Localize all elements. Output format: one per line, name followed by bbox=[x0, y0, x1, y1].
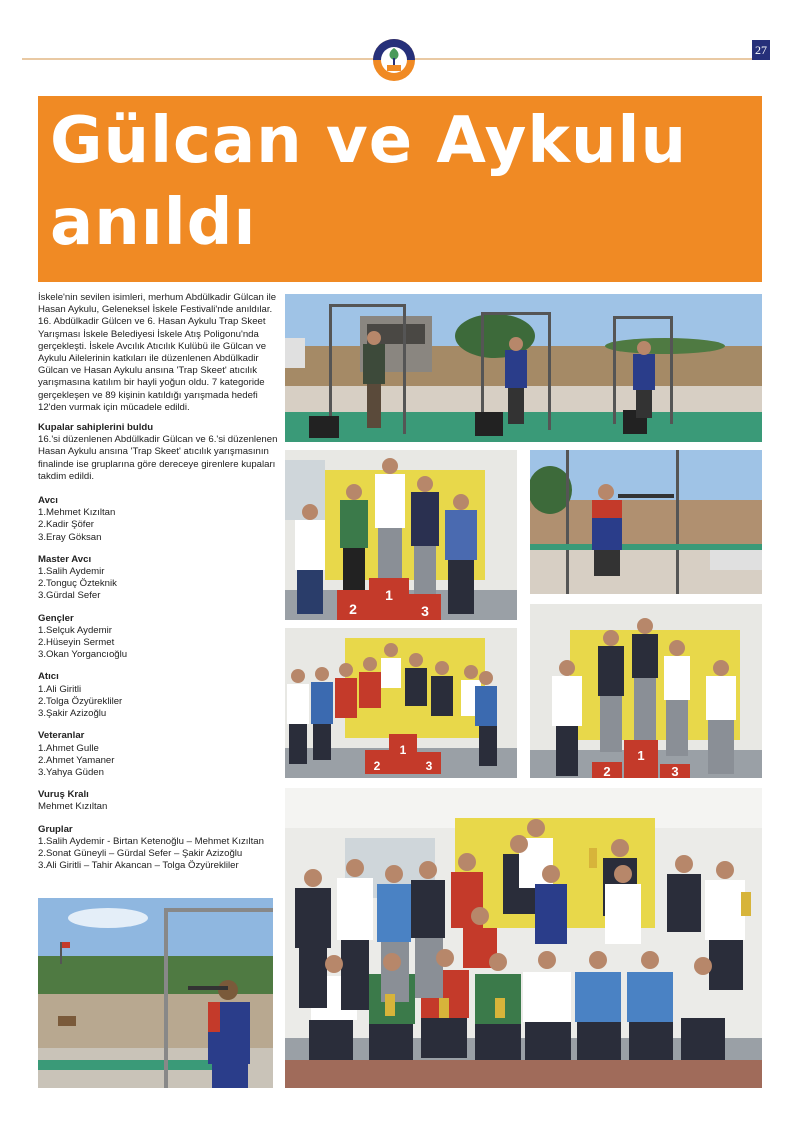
category-entry: 3.Şakir Azizoğlu bbox=[38, 708, 107, 720]
category-entry: 1.Mehmet Kızıltan bbox=[38, 507, 116, 519]
photo-group-winners bbox=[285, 788, 762, 1088]
title-banner bbox=[38, 96, 762, 282]
podium-third: 3 bbox=[671, 764, 679, 778]
category-gencler bbox=[38, 613, 278, 662]
podium-first: 1 bbox=[399, 743, 407, 757]
category-entry: 2.Tolga Özyürekliler bbox=[38, 695, 123, 707]
category-entry: 1.Ali Giritli bbox=[38, 683, 82, 695]
podium-second: 2 bbox=[373, 759, 381, 773]
category-veteranlar bbox=[38, 730, 278, 779]
category-entry: 3.Okan Yorgancıoğlu bbox=[38, 649, 128, 661]
category-entry: 1.Ahmet Gulle bbox=[38, 742, 99, 754]
category-entry: 3.Eray Göksan bbox=[38, 531, 102, 543]
category-gruplar bbox=[38, 824, 278, 873]
awards-heading: Kupalar sahiplerini buldu bbox=[38, 422, 154, 434]
category-entry: 2.Ahmet Yamaner bbox=[38, 754, 115, 766]
photo-shooter-back bbox=[38, 898, 273, 1088]
category-title: Atıcı bbox=[38, 671, 59, 683]
podium-second: 2 bbox=[603, 764, 611, 778]
category-entry: Mehmet Kızıltan bbox=[38, 801, 108, 813]
category-title: Gruplar bbox=[38, 823, 73, 835]
podium-first: 1 bbox=[385, 587, 393, 603]
intro-paragraph: İskele'nin sevilen isimleri, merhum Abdülkadir Gülcan ile Hasan Aykulu, Geleneksel İskele Festivali'nde anıldılar. 16. Abdülkadir Gülcen ve 6. Hasan Aykulu Trap Skeet Yarışması İskele Belediyesi İskele Atış Poligonu'nda gerçekleşti. İskele Avcılık Atıcılık Kulübü ile Gülcan ve Aykulu Ailelerinin katkıları ile düzenlenen Abdülkadir Gülcan ve Hasan Aykulu ansına 'Trap Skeet' atıcılık yarışmasına katılım bir hayli yoğun oldu. 7 kategoride gerçekleşen ve 89 kişinin katıldığı yarışmada hedefi 12'den vurmak için mücadele edildi. bbox=[38, 292, 277, 413]
podium-first: 1 bbox=[637, 748, 645, 763]
article-title: Gülcan ve Aykulu anıldı bbox=[50, 104, 687, 260]
category-entry: 2.Hüseyin Sermet bbox=[38, 637, 115, 649]
photo-shooter-aiming bbox=[530, 450, 762, 594]
photo-podium-master bbox=[285, 628, 517, 778]
photo-shooting-range bbox=[285, 294, 762, 442]
category-title: Gençler bbox=[38, 612, 74, 624]
category-entry: 3.Ali Giritli – Tahir Akancan – Tolga Özyürekliler bbox=[38, 860, 239, 872]
page-number: 27 bbox=[752, 40, 770, 60]
category-entry: 1.Salih Aydemir - Birtan Ketenoğlu – Mehmet Kızıltan bbox=[38, 835, 264, 847]
category-title: Veteranlar bbox=[38, 730, 85, 742]
category-atici bbox=[38, 671, 278, 720]
podium-second: 2 bbox=[349, 601, 357, 617]
category-entry: 2.Sonat Güneyli – Gürdal Sefer – Şakir Azizoğlu bbox=[38, 847, 243, 859]
category-title: Avcı bbox=[38, 495, 58, 507]
category-title: Master Avcı bbox=[38, 553, 92, 565]
category-entry: 1.Selçuk Aydemir bbox=[38, 624, 112, 636]
awards-paragraph: 16.'si düzenlenen Abdülkadir Gülcan ve 6.'si düzenlenen Hasan Aykulu ansına 'Trap Skeet' atıcılık yarışmasının finalinde ise gruplarına göre dereceye girenlere kupaları takdim edildi. bbox=[38, 434, 278, 482]
category-title: Vuruş Kralı bbox=[38, 789, 89, 801]
category-entry: 2.Kadir Şöfer bbox=[38, 519, 94, 531]
photo-podium-gencler bbox=[530, 604, 762, 778]
podium-third: 3 bbox=[425, 759, 433, 773]
category-avci bbox=[38, 495, 278, 544]
category-master-avci bbox=[38, 554, 278, 603]
podium-third: 3 bbox=[421, 603, 429, 619]
category-entry: 1.Salih Aydemir bbox=[38, 566, 105, 578]
photo-podium-avci bbox=[285, 450, 517, 620]
category-entry: 2.Tonguç Özteknik bbox=[38, 578, 117, 590]
category-entry: 3.Yahya Güden bbox=[38, 766, 104, 778]
category-vurus-krali bbox=[38, 789, 278, 813]
category-entry: 3.Gürdal Sefer bbox=[38, 590, 101, 602]
municipality-logo bbox=[372, 34, 416, 86]
article-body bbox=[38, 292, 278, 882]
